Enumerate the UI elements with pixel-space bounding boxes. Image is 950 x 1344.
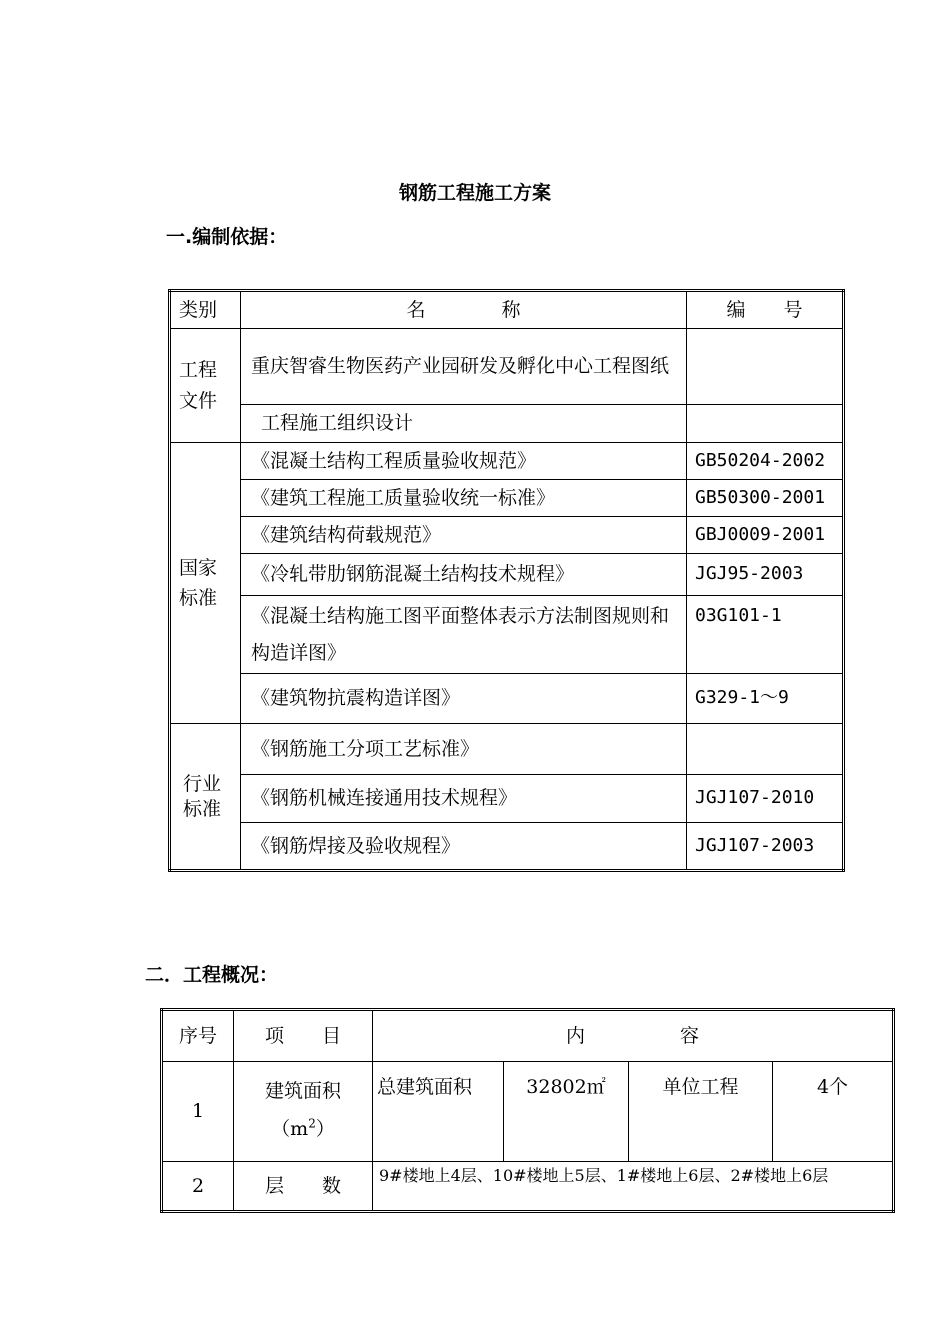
- table-header-row: [170, 291, 844, 329]
- name-cell: 《钢筋焊接及验收规程》: [241, 823, 687, 871]
- table-row: [170, 596, 844, 674]
- section-heading-overview: 二．工程概况：: [145, 964, 279, 986]
- name-cell: 重庆智睿生物医药产业园研发及孵化中心工程图纸: [241, 329, 687, 405]
- code-cell: GB50204-2002: [687, 443, 844, 480]
- unit-close: ）: [315, 1118, 335, 1140]
- name-cell: 《钢筋施工分项工艺标准》: [241, 724, 687, 775]
- code-cell: JGJ95-2003: [687, 554, 844, 596]
- unit-superscript: 2: [308, 1116, 316, 1131]
- label-total-area: 总建筑面积: [373, 1062, 504, 1162]
- code-cell: G329-1～9: [687, 674, 844, 724]
- table-row: [170, 405, 844, 443]
- name-cell: 《建筑物抗震构造详图》: [241, 674, 687, 724]
- header-no: 序号: [162, 1010, 234, 1062]
- section-heading-basis: 一.编制依据：: [166, 226, 288, 248]
- table-row: [170, 823, 844, 871]
- unit-open: （m: [271, 1118, 309, 1140]
- unit-projects-value: 4个: [773, 1062, 894, 1162]
- table-row: [170, 674, 844, 724]
- code-cell: [687, 329, 844, 405]
- row-number: 2: [162, 1162, 234, 1212]
- header-name: 名 称: [241, 291, 687, 329]
- overview-table: [160, 1008, 895, 1213]
- basis-table: [168, 289, 845, 872]
- name-cell: 《混凝土结构施工图平面整体表示方法制图规则和构造详图》: [241, 596, 687, 674]
- code-cell: GB50300-2001: [687, 480, 844, 517]
- header-code: 编 号: [687, 291, 844, 329]
- name-cell: 《钢筋机械连接通用技术规程》: [241, 775, 687, 823]
- name-cell: 工程施工组织设计: [241, 405, 687, 443]
- table-row: [162, 1062, 894, 1162]
- table-row: [170, 724, 844, 775]
- total-area-value: 32802㎡: [504, 1062, 629, 1162]
- item-cell: [234, 1062, 373, 1162]
- table-row: [170, 554, 844, 596]
- header-category: 类别: [170, 291, 241, 329]
- code-cell: 03G101-1: [687, 596, 844, 674]
- category-cell: 国家 标准: [170, 443, 241, 724]
- table-row: [170, 480, 844, 517]
- category-cell: 工程 文件: [170, 329, 241, 443]
- code-cell: GBJ0009-2001: [687, 517, 844, 554]
- name-cell: 《建筑工程施工质量验收统一标准》: [241, 480, 687, 517]
- category-cell: 行业 标准: [170, 724, 241, 871]
- item-unit: [234, 1110, 372, 1148]
- document-title: 钢筋工程施工方案: [398, 182, 551, 204]
- header-content: 内 容: [373, 1010, 894, 1062]
- label-unit-projects: 单位工程: [629, 1062, 773, 1162]
- code-cell: JGJ107-2010: [687, 775, 844, 823]
- name-cell: 《建筑结构荷载规范》: [241, 517, 687, 554]
- table-header-row: [162, 1010, 894, 1062]
- table-row: [170, 329, 844, 405]
- code-cell: [687, 405, 844, 443]
- table-row: [170, 443, 844, 480]
- header-item: 项 目: [234, 1010, 373, 1062]
- table-row: [170, 517, 844, 554]
- name-cell: 《混凝土结构工程质量验收规范》: [241, 443, 687, 480]
- item-label: 建筑面积: [264, 1080, 341, 1102]
- code-cell: [687, 724, 844, 775]
- table-row: [162, 1162, 894, 1212]
- item-cell: 层 数: [234, 1162, 373, 1212]
- floors-content: 9#楼地上4层、10#楼地上5层、1#楼地上6层、2#楼地上6层: [373, 1162, 894, 1212]
- name-cell: 《冷轧带肋钢筋混凝土结构技术规程》: [241, 554, 687, 596]
- table-row: [170, 775, 844, 823]
- code-cell: JGJ107-2003: [687, 823, 844, 871]
- row-number: 1: [162, 1062, 234, 1162]
